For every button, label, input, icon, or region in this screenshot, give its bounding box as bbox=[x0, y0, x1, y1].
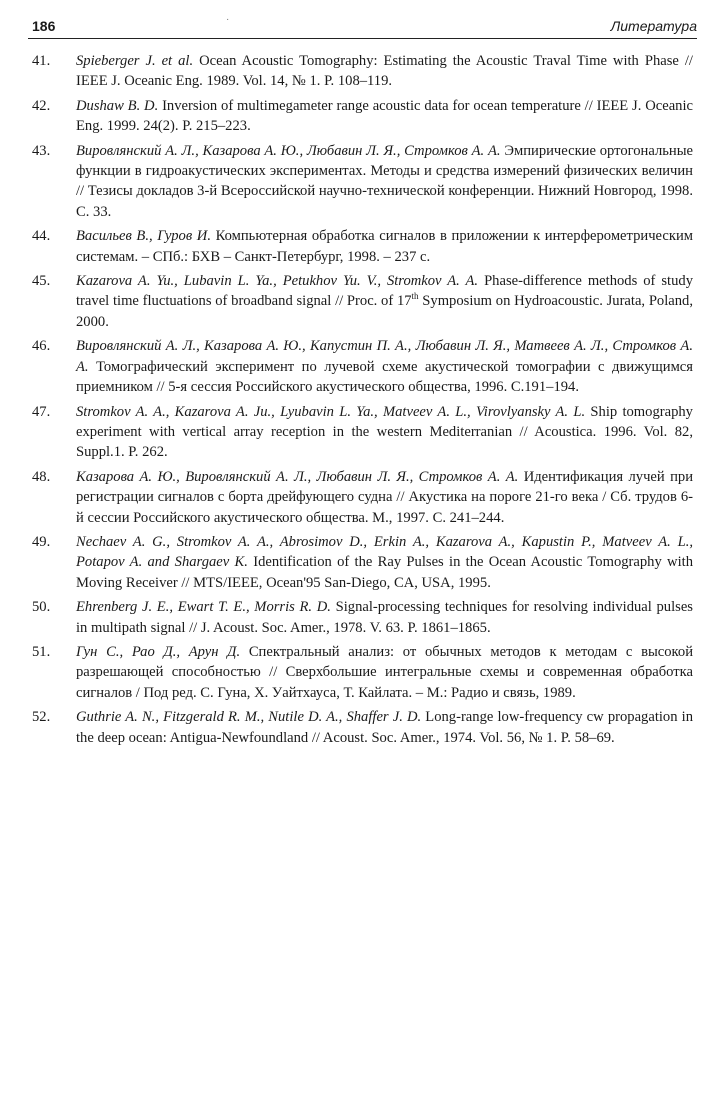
reference-number: 43. bbox=[32, 142, 51, 159]
reference-number: 46. bbox=[32, 338, 51, 355]
reference-text: Эмпирические ортогональные функции в гидроакустических экспериментах. Методы и средства измерений физических величин // Тезисы докладов 3-й Всероссийской научно-технической конференции. Нижний Новгород, 1998. С. 33. bbox=[76, 142, 693, 220]
header-dot-mark: · bbox=[226, 14, 230, 25]
reference-authors: Вировлянский А. Л., Казарова А. Ю., Капустин П. А., Любавин Л. Я., Матвеев А. Л., Стромков А. А. bbox=[76, 338, 693, 375]
reference-number: 41. bbox=[32, 53, 51, 69]
reference-text: Идентификация лучей при регистрации сигналов с борта дрейфующего судна // Акустика на пороге 21-го века / Сб. трудов 6-й сессии Российского акустического общества. М., 1997. С. 241–244. bbox=[76, 468, 694, 526]
reference-authors: Stromkov A. A., Kazarova A. Ju., Lyubavin L. Ya., Matveev A. L., Virovlyansky A. L. bbox=[76, 403, 586, 420]
reference-number: 51. bbox=[32, 643, 51, 660]
reference-text: Ship tomography experiment with vertical array reception in the western Mediterranian // Acoustica. 1996. Vol. 82, Suppl.1. P. 262. bbox=[76, 403, 693, 461]
reference-text: Ocean Acoustic Tomography: Estimating the Acoustic Traval Time with Phase // IEEE J. Oceanic Eng. 1989. Vol. 14, № 1. P. 108–119. bbox=[76, 53, 693, 90]
reference-text: Томографический эксперимент по лучевой схеме акустической томографии с движущимся приемником // 5-я сессия Российского акустического общества, 1996. С.191–194. bbox=[76, 358, 693, 396]
reference-item bbox=[28, 597, 693, 638]
reference-number: 48. bbox=[32, 468, 51, 485]
reference-text: Inversion of multimegameter range acoustic data for ocean temperature // IEEE J. Oceanic Eng. 1999. 24(2). P. 215–223. bbox=[76, 97, 694, 135]
reference-authors: Dushaw B. D. bbox=[76, 97, 159, 114]
reference-text: Phase-difference methods of study travel time fluctuations of broadband signal // Proc. of 17 bbox=[76, 273, 694, 310]
superscript-ordinal: th bbox=[411, 291, 419, 302]
reference-number: 45. bbox=[32, 273, 51, 290]
section-title: Литература bbox=[610, 18, 697, 34]
reference-authors: Вировлянский А. Л., Казарова А. Ю., Любавин Л. Я., Стромков А. А. bbox=[76, 142, 501, 159]
reference-text-continued: Symposium on Hydroacoustic. Jurata, Poland, 2000. bbox=[76, 293, 694, 330]
reference-authors: Казарова А. Ю., Вировлянский А. Л., Любавин Л. Я., Стромков А. А. bbox=[76, 468, 519, 485]
reference-item bbox=[28, 532, 693, 593]
reference-authors: Ehrenberg J. E., Ewart T. E., Morris R. D. bbox=[76, 599, 331, 616]
running-head bbox=[28, 14, 697, 39]
reference-number: 52. bbox=[32, 709, 51, 726]
reference-authors: Kazarova A. Yu., Lubavin L. Ya., Petukhov Yu. V., Stromkov A. A. bbox=[76, 273, 479, 290]
reference-authors: Nechaev A. G., Stromkov A. A., Abrosimov D., Erkin A., Kazarova A., Kapustin P., Matveev A. L., Potapov A. and Shargaev K. bbox=[76, 533, 693, 571]
reference-text: Long-range low-frequency cw propagation in the deep ocean: Antigua-Newfoundland // Acoust. Soc. Amer., 1974. Vol. 56, № 1. P. 58–69. bbox=[76, 709, 693, 746]
reference-item bbox=[28, 642, 693, 703]
reference-number: 49. bbox=[32, 533, 51, 550]
page-number: 186 bbox=[32, 18, 56, 34]
reference-item bbox=[28, 336, 693, 397]
reference-text: Спектральный анализ: от обычных методов к методам с высокой разрешающей способностью // Сверхбольшие интегральные схемы и современная обработка сигналов / Под ред. С. Гуна, Х. Уайтхауса, Т. Кайлата. – М.: Радио и связь, 1989. bbox=[76, 643, 694, 701]
reference-item bbox=[28, 271, 693, 332]
reference-authors: Васильев В., Гуров И. bbox=[76, 228, 211, 245]
reference-number: 47. bbox=[32, 403, 51, 420]
reference-item bbox=[28, 226, 693, 267]
reference-authors: Гун С., Рао Д., Арун Д. bbox=[76, 643, 241, 660]
reference-number: 44. bbox=[32, 228, 51, 245]
reference-text: Identification of the Ray Pulses in the Ocean Acoustic Tomography with Moving Receiver // MTS/IEEE, Ocean'95 San-Diego, CA, USA, 1995. bbox=[76, 554, 693, 591]
reference-number: 42. bbox=[32, 97, 51, 114]
reference-item bbox=[28, 141, 693, 223]
reference-item bbox=[28, 96, 693, 137]
reference-list bbox=[28, 51, 693, 752]
reference-item bbox=[28, 51, 693, 92]
reference-item bbox=[28, 707, 693, 748]
reference-text: Компьютерная обработка сигналов в приложении к интерферометрическим системам. – СПб.: БХВ – Санкт-Петербург, 1998. – 237 с. bbox=[76, 228, 693, 265]
reference-item bbox=[28, 467, 693, 528]
reference-number: 50. bbox=[32, 599, 51, 616]
reference-text: Signal-processing techniques for resolving individual pulses in multipath signal // J. Acoust. Soc. Amer., 1978. V. 63. P. 1861–1865. bbox=[76, 599, 693, 636]
reference-authors: Spieberger J. et al. bbox=[76, 53, 194, 69]
reference-authors: Guthrie A. N., Fitzgerald R. M., Nutile D. A., Shaffer J. D. bbox=[76, 709, 422, 726]
reference-item bbox=[28, 402, 693, 463]
